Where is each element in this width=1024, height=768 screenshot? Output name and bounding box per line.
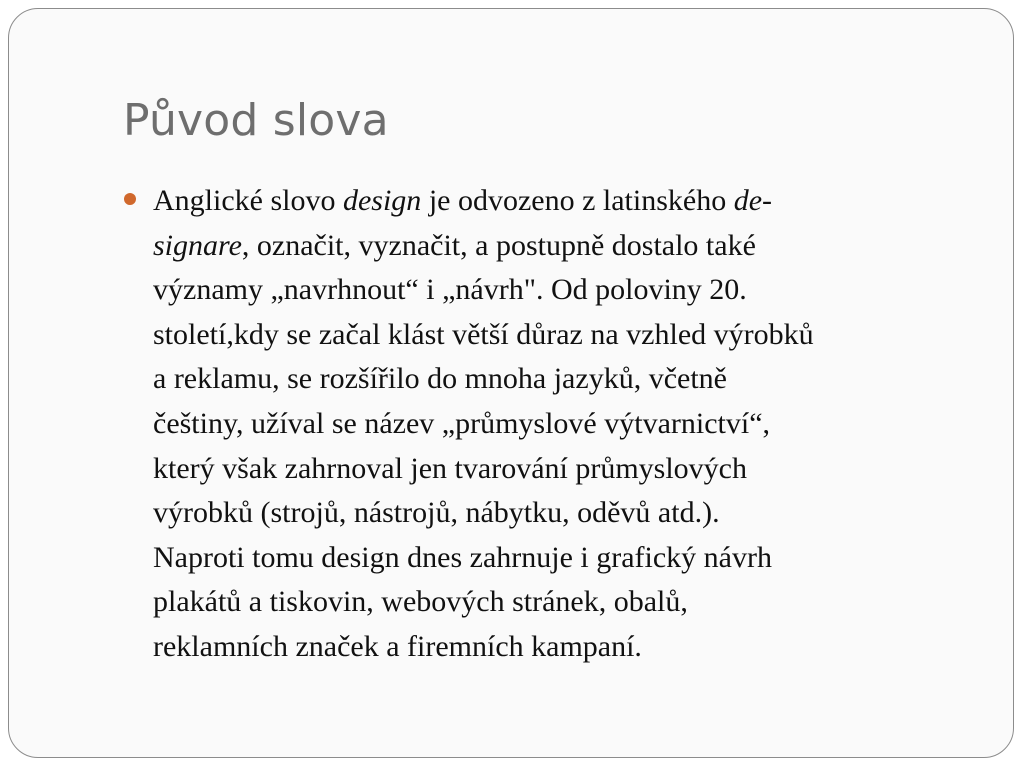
text-line-5: a reklamu, se rozšířilo do mnoha jazyků, včetně [153,362,727,396]
text-run: Anglické slovo [153,184,343,217]
slide-frame [8,8,1014,758]
text-line-10: plakátů a tiskovin, webových stránek, obalů, [153,585,688,619]
bullet-dot-icon [124,193,136,205]
slide-title: Původ slova [123,95,389,146]
text-line-4: století,kdy se začal klást větší důraz na vzhled výrobků [153,317,814,351]
bullet-list [153,179,983,670]
text-line-9: Naproti tomu design dnes zahrnuje i grafický návrh [153,540,772,574]
text-run: , označit, vyznačit, a postupně dostalo také [241,228,756,262]
text-line-7: který však zahrnoval jen tvarování průmyslových [153,451,747,485]
italic-term-de-signare-part2: signare [153,228,242,262]
italic-term-de-signare-part1: de- [733,184,773,217]
text-run: je odvozeno z latinského [421,184,734,217]
bullet-item [153,179,983,670]
text-line-11: reklamních značek a firemních kampaní. [153,629,642,663]
italic-term-design: design [342,184,422,217]
text-line-3: významy „navrhnout“ i „návrh". Od poloviny 20. [153,273,747,307]
text-line-2 [153,224,983,269]
text-line-1 [153,179,983,224]
text-line-8: výrobků (strojů, nástrojů, nábytku, oděvů atd.). [153,496,720,530]
text-line-6: češtiny, užíval se název „průmyslové výtvarnictví“, [153,406,771,440]
